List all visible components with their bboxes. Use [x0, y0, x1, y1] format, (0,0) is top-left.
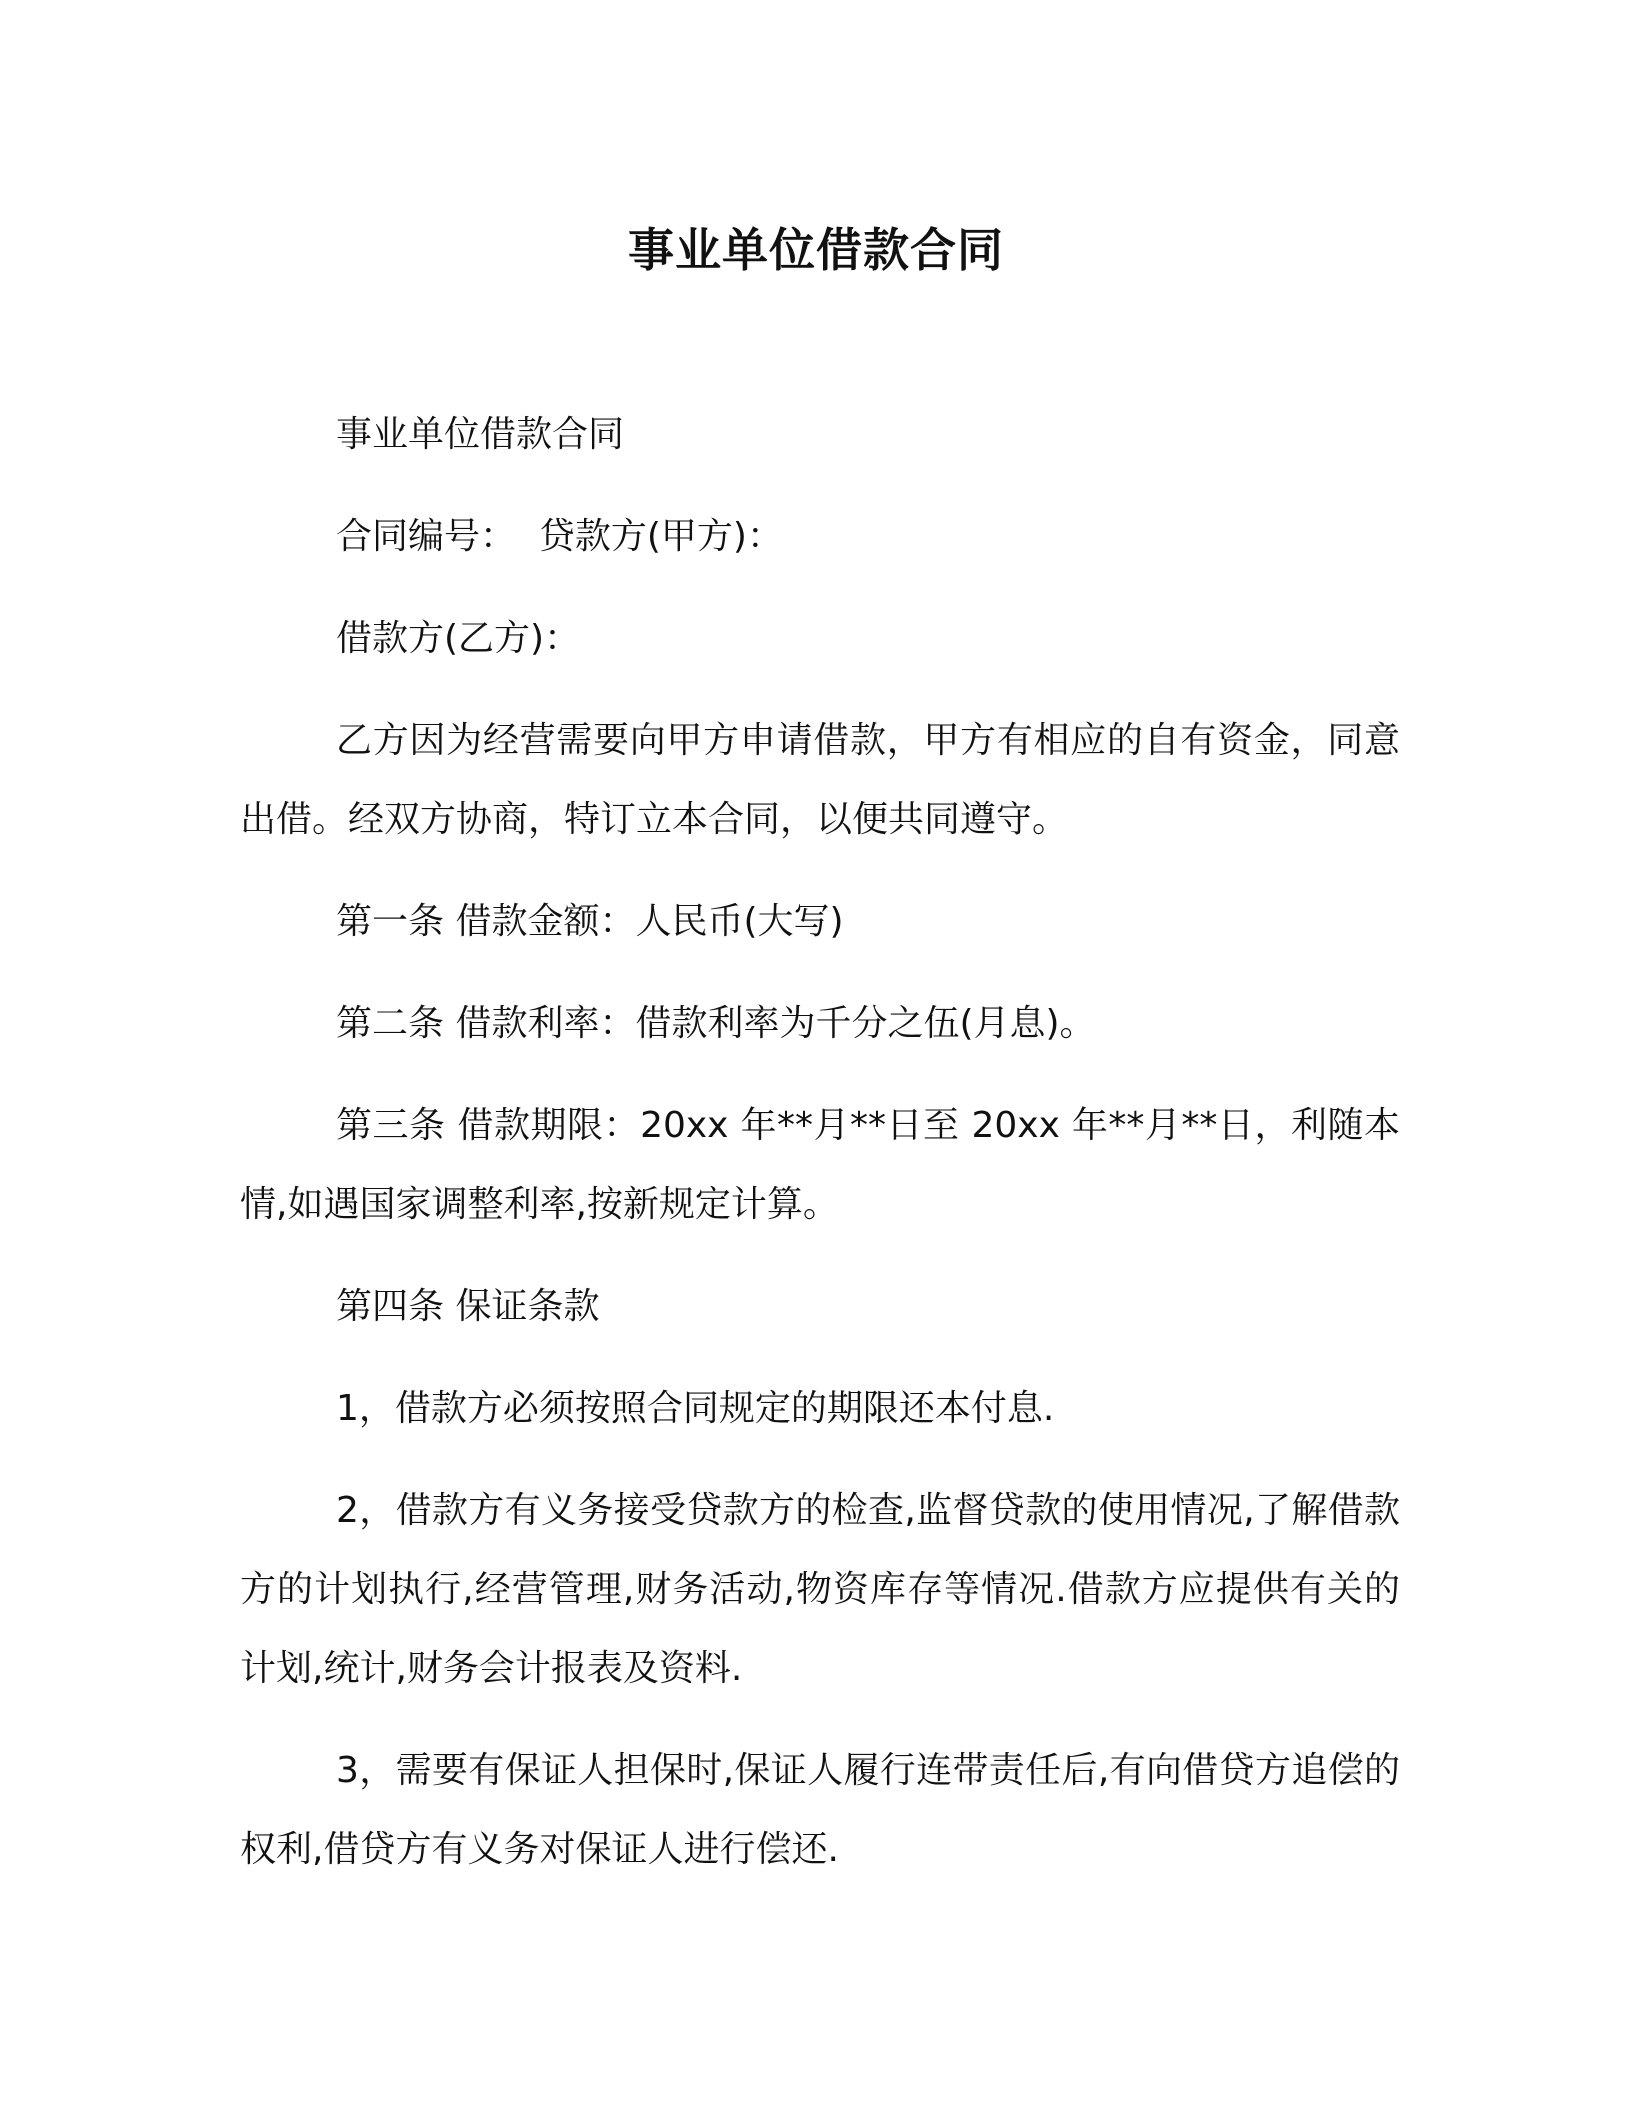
- paragraph-article-2: 第二条 借款利率：借款利率为千分之伍(月息)。: [336, 1003, 1096, 1044]
- paragraph-clause-2: 2，借款方有义务接受贷款方的检查,监督贷款的使用情况,了解借款方的计划执行,经营管理,财务活动,物资库存等情况.借款方应提供有关的计划,统计,财务会计报表及资料.: [240, 1490, 1400, 1689]
- paragraph-contract-number: 合同编号： 贷款方(甲方)：: [336, 516, 783, 557]
- paragraph-article-3: 第三条 借款期限：20xx 年**月**日至 20xx 年**月**日，利随本情,如遇国家调整利率,按新规定计算。: [240, 1105, 1400, 1225]
- paragraph-clause-3: 3，需要有保证人担保时,保证人履行连带责任后,有向借贷方追偿的权利,借贷方有义务对保证人进行偿还.: [240, 1750, 1400, 1870]
- document-body: [240, 395, 1400, 1912]
- paragraph-article-4: 第四条 保证条款: [336, 1286, 600, 1327]
- document-title: 事业单位借款合同: [628, 223, 1004, 277]
- paragraph-article-1: 第一条 借款金额：人民币(大写): [336, 901, 844, 942]
- paragraph-borrower: 借款方(乙方)：: [336, 618, 581, 659]
- paragraph-subtitle: 事业单位借款合同: [336, 414, 625, 455]
- paragraph-preamble: 乙方因为经营需要向甲方申请借款，甲方有相应的自有资金，同意出借。经双方协商，特订立本合同，以便共同遵守。: [240, 720, 1400, 840]
- paragraph-clause-1: 1，借款方必须按照合同规定的期限还本付息.: [336, 1388, 1055, 1429]
